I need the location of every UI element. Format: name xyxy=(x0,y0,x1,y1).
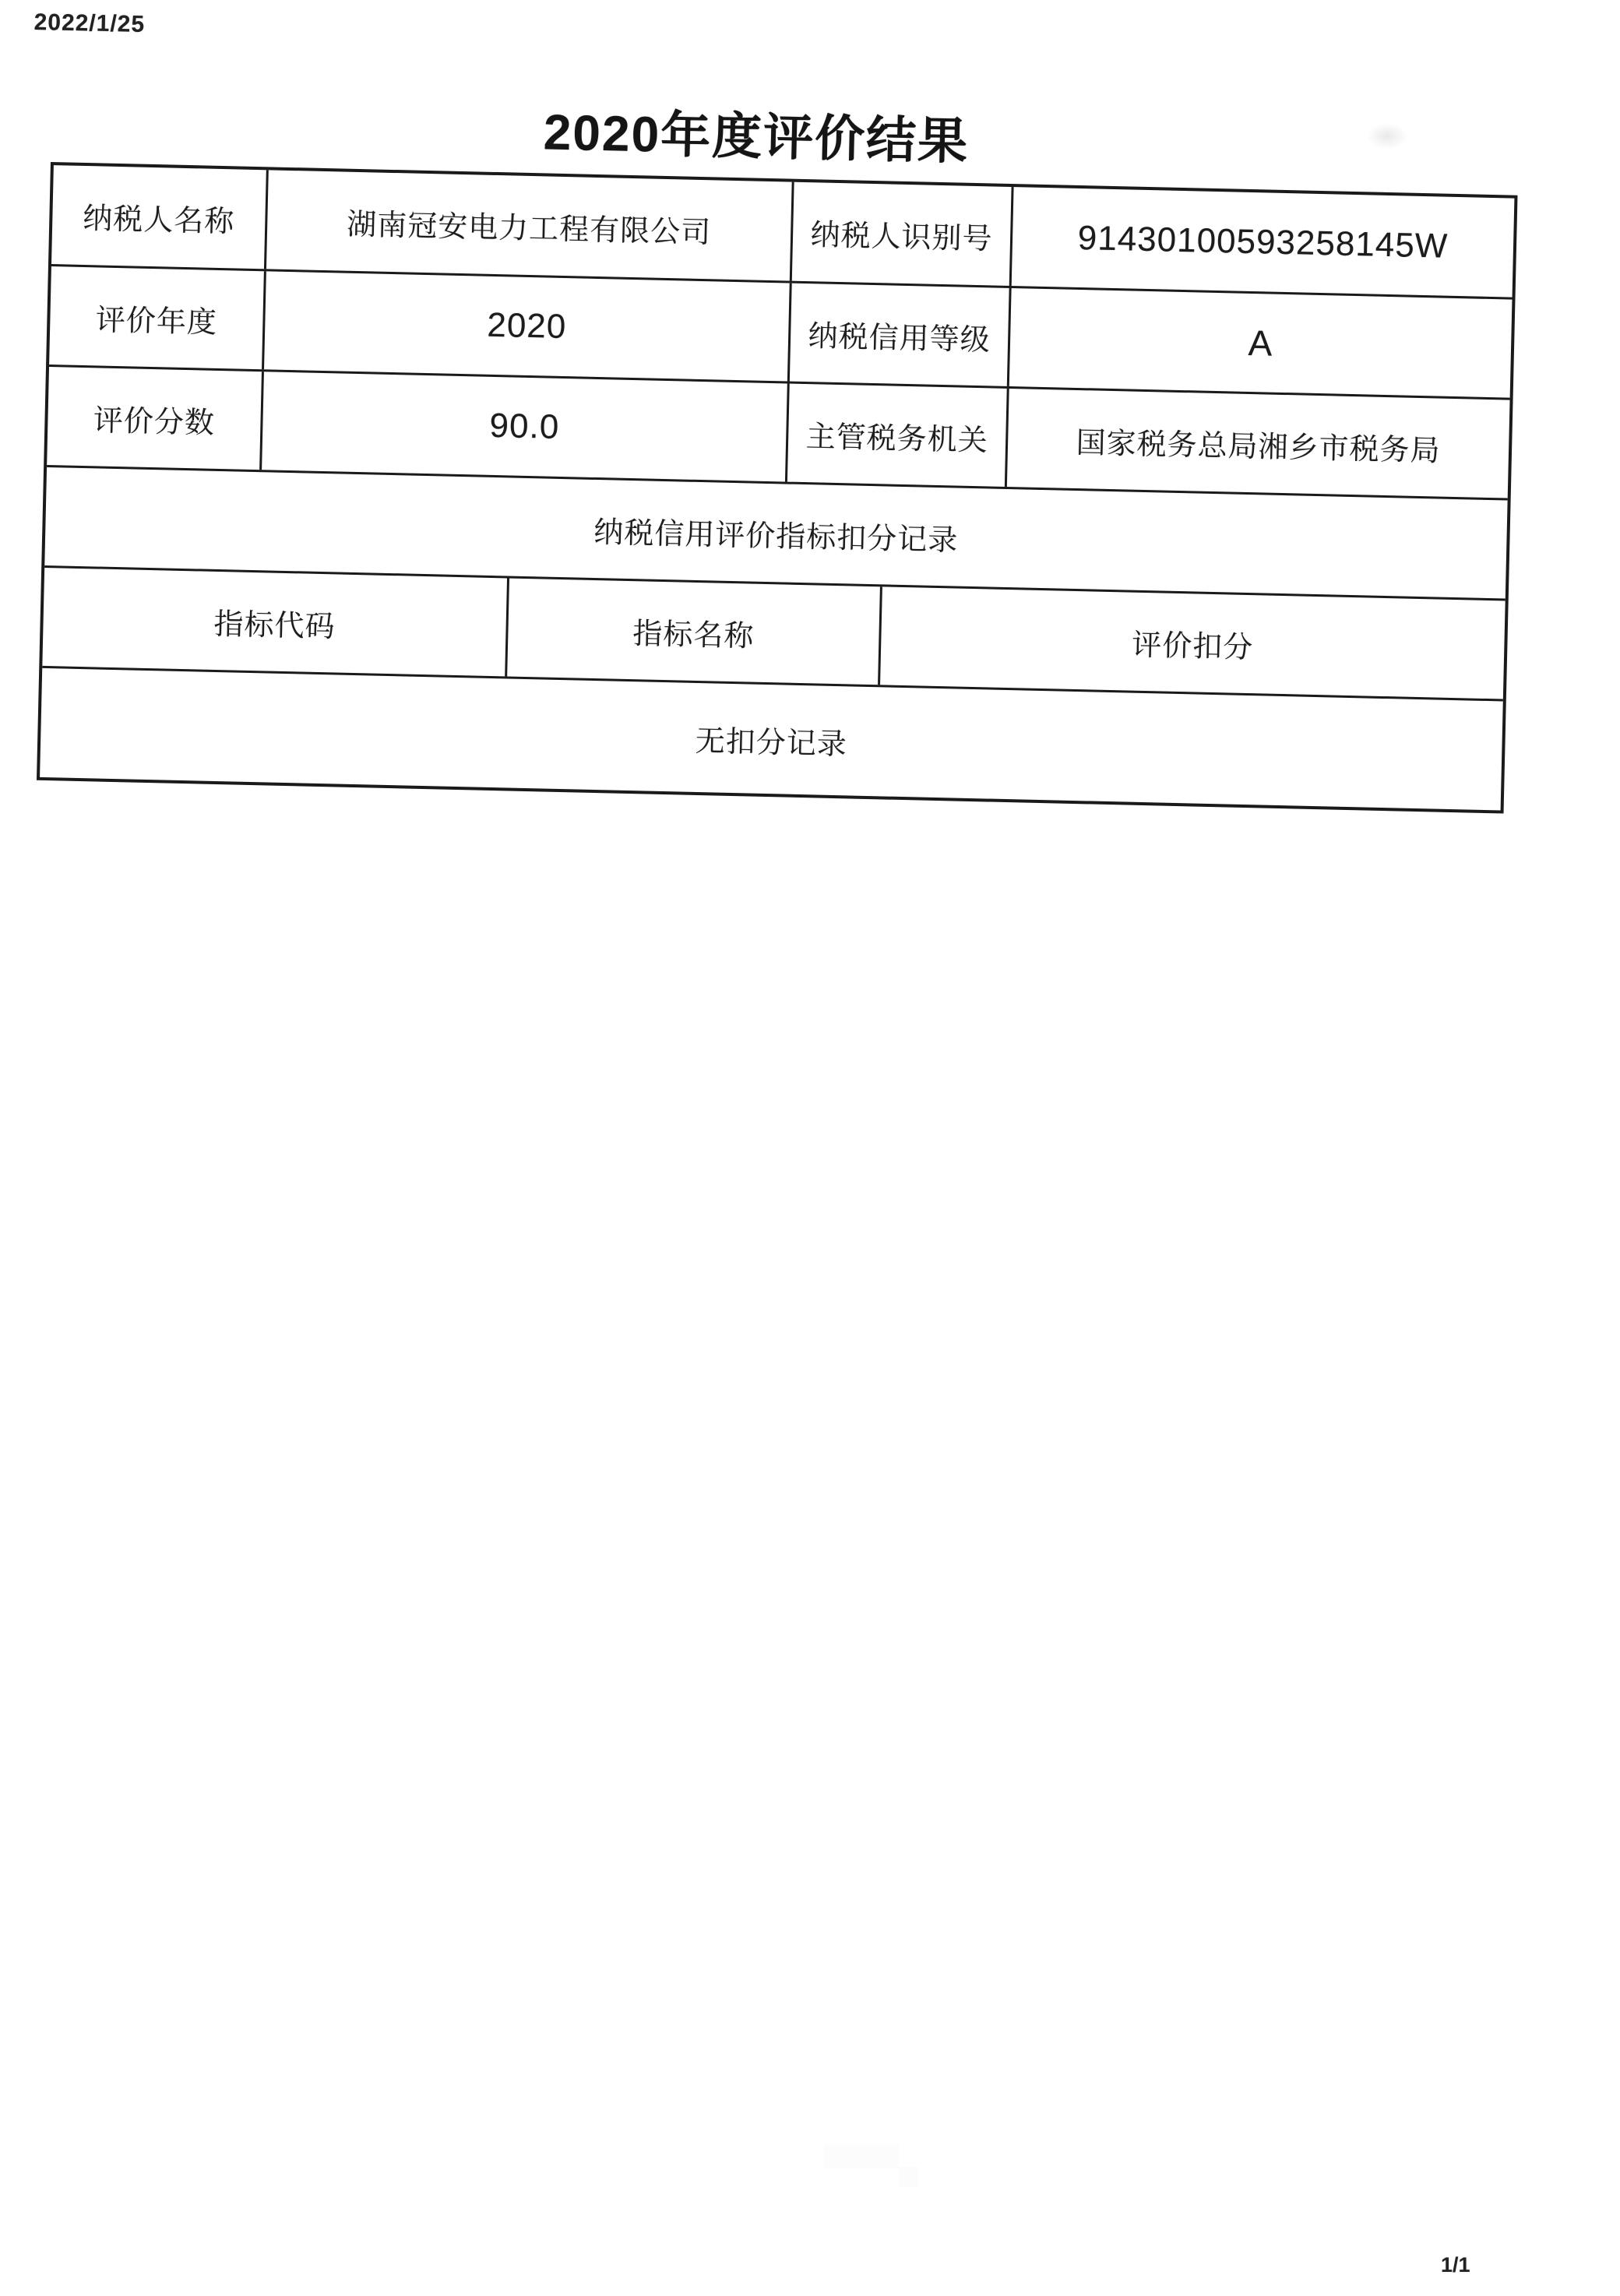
scan-smudge xyxy=(898,2167,918,2187)
taxpayer-name-value: 湖南冠安电力工程有限公司 xyxy=(266,170,794,280)
credit-grade-value: A xyxy=(1248,322,1274,364)
tax-authority-label: 主管税务机关 xyxy=(787,384,1009,487)
page-number: 1/1 xyxy=(1441,2253,1470,2277)
scan-smudge xyxy=(823,2144,899,2168)
indicator-name-header: 指标名称 xyxy=(507,579,882,685)
evaluation-score-value: 90.0 xyxy=(262,372,790,481)
deduction-score-header: 评价扣分 xyxy=(1131,629,1254,664)
no-deduction-note: 无扣分记录 xyxy=(695,724,848,761)
evaluation-result-table xyxy=(37,162,1518,814)
tax-authority-value: 国家税务总局湘乡市税务局 xyxy=(1076,426,1442,468)
scan-content xyxy=(0,0,1620,970)
taxpayer-name-label: 纳税人名称 xyxy=(51,165,269,269)
taxpayer-id-label: 纳税人识别号 xyxy=(792,182,1014,286)
credit-grade-label: 纳税信用等级 xyxy=(790,283,1012,386)
indicator-code-header: 指标代码 xyxy=(42,568,509,677)
print-date: 2022/1/25 xyxy=(33,9,146,37)
evaluation-year-value: 2020 xyxy=(264,271,792,381)
evaluation-year-label: 评价年度 xyxy=(49,266,266,369)
deduction-record-section-title: 纳税信用评价指标扣分记录 xyxy=(593,516,959,558)
taxpayer-id-value: 91430100593258145W xyxy=(1077,218,1449,266)
page-title: 2020年度评价结果 xyxy=(543,104,970,170)
evaluation-score-label: 评价分数 xyxy=(47,367,264,470)
